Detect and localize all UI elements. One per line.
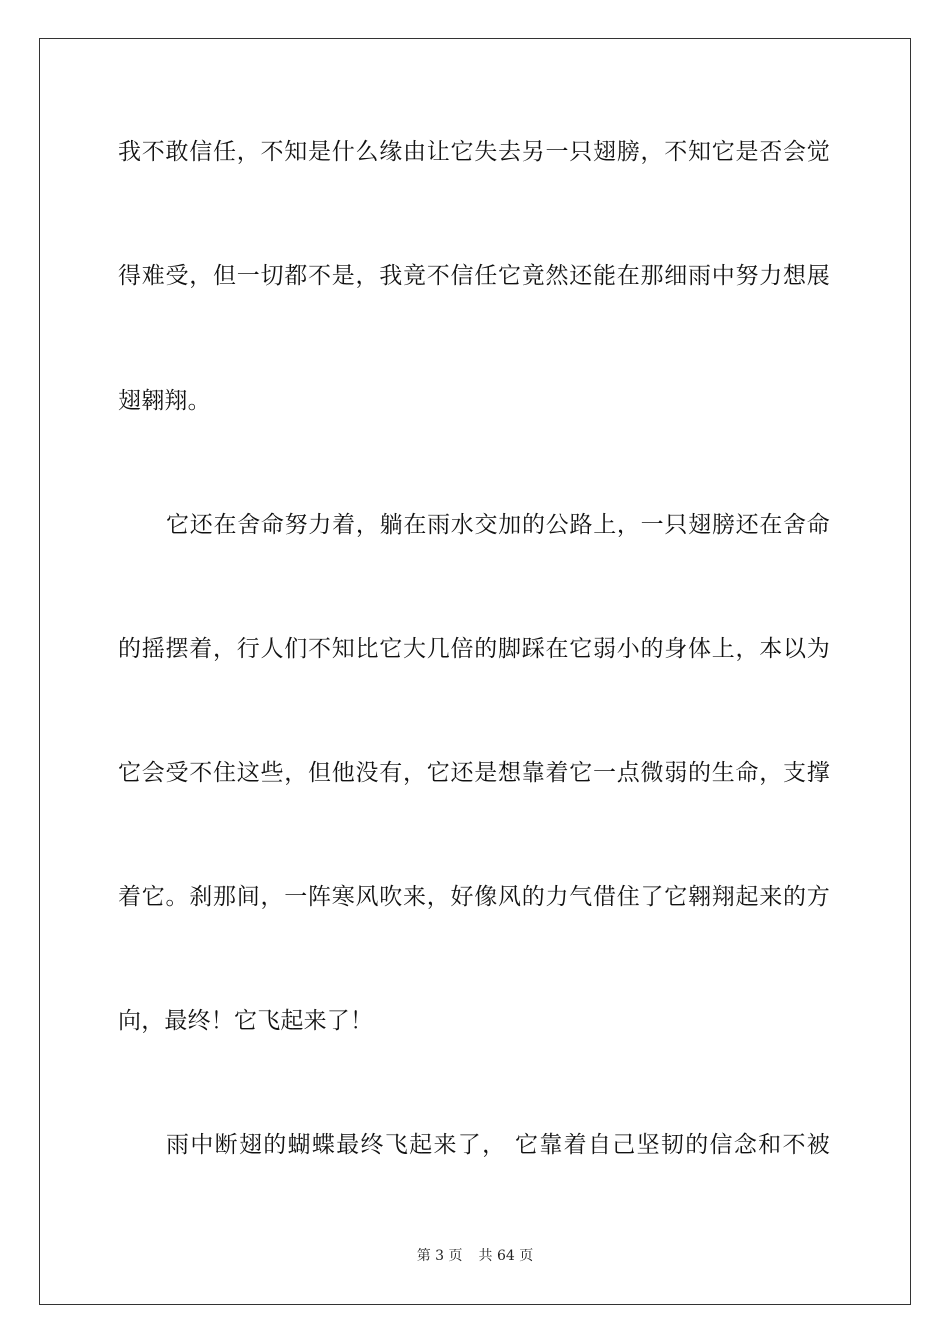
text-line-6: 它会受不住这些，但他没有，它还是想靠着它一点微弱的生命，支撑 [118,760,830,786]
text-line-8: 向，最终！它飞起来了！ [118,1008,374,1034]
total-pages: 共 64 页 [478,1248,534,1264]
page-number: 第 3 页 [416,1248,463,1264]
text-line-3: 翅翱翔。 [118,388,211,414]
text-line-5: 的摇摆着，行人们不知比它大几倍的脚踩在它弱小的身体上，本以为 [118,636,830,662]
page-footer [0,1247,950,1265]
page-border [39,38,911,1305]
text-line-1: 我不敢信任，不知是什么缘由让它失去另一只翅膀，不知它是否会觉 [118,139,830,165]
text-line-2: 得难受，但一切都不是，我竟不信任它竟然还能在那细雨中努力想展 [118,263,830,289]
text-line-9: 雨中断翅的蝴蝶最终飞起来了， 它靠着自己坚韧的信念和不被 [166,1132,830,1158]
text-line-4: 它还在舍命努力着，躺在雨水交加的公路上，一只翅膀还在舍命 [166,512,830,538]
text-line-7: 着它。刹那间，一阵寒风吹来，好像风的力气借住了它翱翔起来的方 [118,884,830,910]
